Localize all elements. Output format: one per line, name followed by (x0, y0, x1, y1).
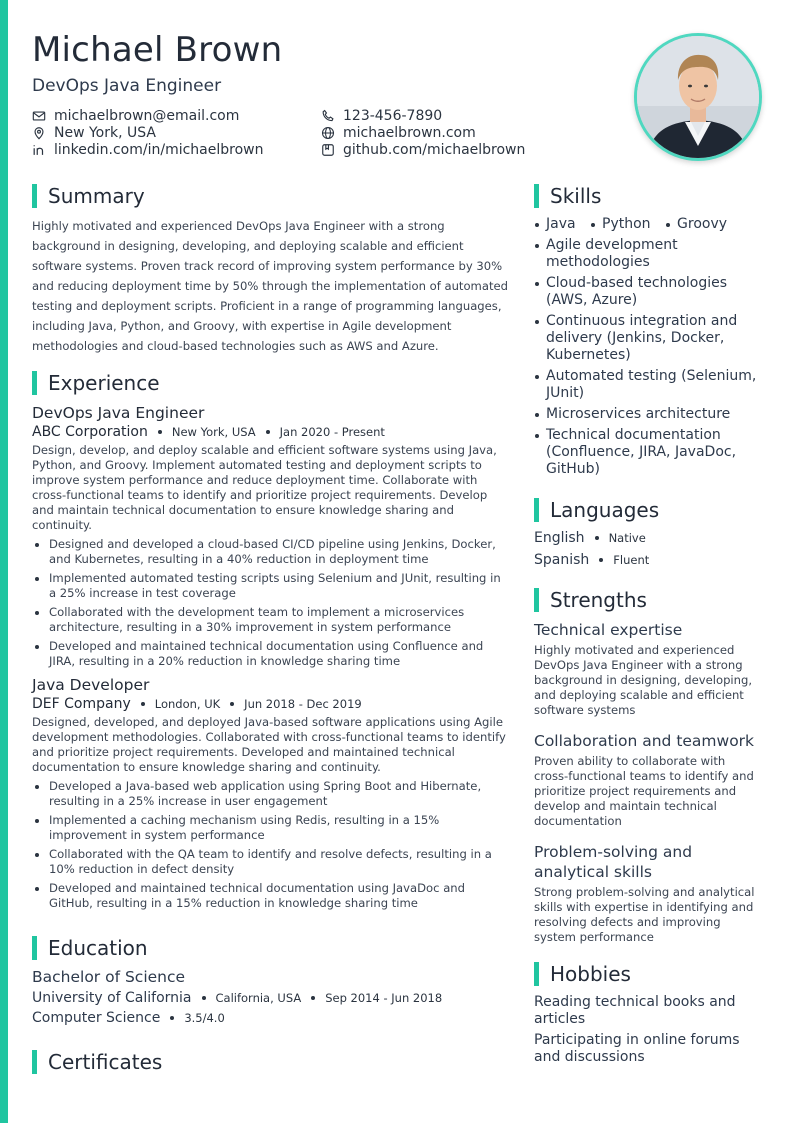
accent-bar (0, 0, 8, 1123)
heading-accent (32, 371, 37, 395)
portrait-image (637, 36, 759, 158)
skills-section (534, 216, 762, 482)
education-heading (32, 936, 148, 960)
job-dates: Jun 2018 - Dec 2019 (244, 697, 362, 711)
location-pin-icon (32, 126, 46, 140)
hobbies-heading-text: Hobbies (550, 962, 631, 986)
heading-accent (534, 498, 539, 522)
edu-location: California, USA (215, 991, 302, 1005)
job-achievements (32, 537, 510, 669)
skill-item: Python (590, 216, 651, 232)
separator-dot (170, 1016, 174, 1020)
hobby-item: Participating in online forums and discussions (534, 1032, 740, 1065)
certificates-heading-text: Certificates (48, 1050, 163, 1074)
skills-list (534, 216, 762, 478)
language-level: Native (608, 531, 646, 545)
experience-heading (32, 371, 160, 395)
strength-entry (534, 842, 762, 945)
job-meta (32, 424, 510, 440)
job-company: ABC Corporation (32, 424, 148, 440)
separator-dot (266, 430, 270, 434)
heading-accent (534, 588, 539, 612)
strength-entry (534, 620, 762, 718)
list-item: Developed and maintained technical documentation using Confluence and JIRA, resulting in a 20% reduction in knowledge sharing time (32, 639, 510, 669)
language-row (534, 552, 762, 568)
hobbies-heading (534, 962, 631, 986)
location-text: New York, USA (54, 125, 156, 141)
skill-item: Agile development methodologies (534, 237, 762, 271)
education-heading-text: Education (48, 936, 148, 960)
phone-text: 123-456-7890 (343, 108, 443, 124)
education-entry (32, 968, 510, 1026)
skill-item: Automated testing (Selenium, JUnit) (534, 368, 762, 402)
job-company: DEF Company (32, 696, 131, 712)
skill-item: Java (534, 216, 576, 232)
separator-dot (595, 536, 599, 540)
profile-photo (634, 33, 762, 161)
edu-field: Computer Science (32, 1010, 161, 1026)
heading-accent (32, 184, 37, 208)
languages-heading-text: Languages (550, 498, 660, 522)
list-item: Implemented automated testing scripts using Selenium and JUnit, resulting in a 25% increase in test coverage (32, 571, 510, 601)
linkedin-icon (32, 143, 46, 157)
resume-page (32, 0, 762, 1123)
list-item (534, 216, 762, 233)
experience-entry (32, 404, 510, 673)
summary-heading-text: Summary (48, 184, 145, 208)
email-text: michaelbrown@email.com (54, 108, 240, 124)
skills-heading (534, 184, 601, 208)
globe-icon (321, 126, 335, 140)
language-name: Spanish (534, 552, 590, 568)
heading-accent (534, 184, 539, 208)
job-role: Java Developer (32, 676, 150, 694)
edu-dates: Sep 2014 - Jun 2018 (325, 991, 443, 1005)
skills-heading-text: Skills (550, 184, 602, 208)
edu-degree: Bachelor of Science (32, 968, 186, 986)
skill-item: Technical documentation (Confluence, JIRA, JavaDoc, GitHub) (534, 427, 762, 478)
languages-section (534, 530, 762, 574)
contact-linkedin[interactable] (32, 142, 263, 158)
job-location: New York, USA (171, 425, 256, 439)
job-dates: Jan 2020 - Present (279, 425, 385, 439)
strength-description: Highly motivated and experienced DevOps Java Engineer with a strong background in designing, developing, and deploying scalable and efficient software systems (534, 643, 753, 717)
experience-heading-text: Experience (48, 371, 160, 395)
edu-school: University of California (32, 990, 192, 1006)
strength-entry (534, 731, 762, 829)
list-item: Collaborated with the development team to implement a microservices architecture, resulting in a 30% improvement in system performance (32, 605, 510, 635)
separator-dot (599, 558, 603, 562)
language-name: English (534, 530, 585, 546)
strength-title: Collaboration and teamwork (534, 732, 755, 750)
github-text: github.com/michaelbrown (343, 142, 526, 158)
certificates-heading (32, 1050, 162, 1074)
linkedin-text: linkedin.com/in/michaelbrown (54, 142, 264, 158)
envelope-icon (32, 109, 46, 123)
list-item: Developed a Java-based web application using Spring Boot and Hibernate, resulting in a 25% increase in user engagement (32, 779, 510, 809)
website-text: michaelbrown.com (343, 125, 476, 141)
list-item: Collaborated with the QA team to identify and resolve defects, resulting in a 10% reduction in defect density (32, 847, 510, 877)
contact-website[interactable] (321, 125, 476, 141)
hobbies-section (534, 994, 762, 1070)
contact-phone[interactable] (321, 108, 442, 124)
strength-description: Strong problem-solving and analytical skills with expertise in identifying and resolving defects and improving system performance (534, 885, 755, 944)
strengths-heading-text: Strengths (550, 588, 647, 612)
list-item: Developed and maintained technical documentation using JavaDoc and GitHub, resulting in a 15% reduction in knowledge sharing time (32, 881, 510, 911)
heading-accent (534, 962, 539, 986)
skill-item: Microservices architecture (534, 406, 762, 423)
separator-dot (202, 996, 206, 1000)
experience-entry (32, 676, 510, 915)
strength-description: Proven ability to collaborate with cross-functional teams to identify and prioritize project requirements and develop and maintain technical documentation (534, 754, 754, 828)
list-item: Implemented a caching mechanism using Redis, resulting in a 15% improvement in system performance (32, 813, 510, 843)
separator-dot (311, 996, 315, 1000)
candidate-title: DevOps Java Engineer (32, 76, 222, 96)
strength-title: Problem-solving and analytical skills (534, 843, 693, 881)
skill-item: Groovy (665, 216, 727, 232)
summary-heading (32, 184, 145, 208)
skill-item: Cloud-based technologies (AWS, Azure) (534, 275, 762, 309)
summary-text: Highly motivated and experienced DevOps Java Engineer with a strong background in designing, developing, and deploying scalable and efficient software systems. Proven track record of improving system performance by 30% and reducing deployment time by 50% through the implementation of automated testing and deployment scripts. Proficient in a range of programming languages, including Java, Python, and Groovy, with expertise in Agile development methodologies and cloud-based technologies such as AWS and Azure. (32, 219, 508, 353)
languages-heading (534, 498, 659, 522)
job-location: London, UK (154, 697, 221, 711)
job-description: Designed, developed, and deployed Java-based software applications using Agile development methodologies. Collaborated with cross-functional teams to identify and prioritize project requirements. Developed and maintained technical documentation to ensure knowledge sharing and continuity. (32, 715, 506, 774)
skill-item: Continuous integration and delivery (Jenkins, Docker, Kubernetes) (534, 313, 762, 364)
language-level: Fluent (613, 553, 650, 567)
contact-email[interactable] (32, 108, 239, 124)
job-description: Design, develop, and deploy scalable and efficient software systems using Java, Python, and Groovy. Implement automated testing and deployment scripts to improve system performance and reduce deployment time. Collaborate with cross-functional teams to identify and prioritize project requirements. Develop and maintain technical documentation to ensure knowledge sharing and continuity. (32, 443, 497, 532)
separator-dot (141, 702, 145, 706)
language-row (534, 530, 762, 546)
hobby-item: Reading technical books and articles (534, 994, 736, 1027)
edu-gpa: 3.5/4.0 (184, 1011, 225, 1025)
separator-dot (158, 430, 162, 434)
edu-school-line (32, 990, 510, 1006)
heading-accent (32, 936, 37, 960)
separator-dot (230, 702, 234, 706)
job-role: DevOps Java Engineer (32, 404, 205, 422)
candidate-name: Michael Brown (32, 30, 283, 70)
job-achievements (32, 779, 510, 911)
list-item: Designed and developed a cloud-based CI/CD pipeline using Jenkins, Docker, and Kubernetes, resulting in a 40% reduction in deployment time (32, 537, 510, 567)
phone-icon (321, 109, 335, 123)
contact-github[interactable] (321, 142, 525, 158)
contact-location (32, 125, 156, 141)
github-icon (321, 143, 335, 157)
strengths-heading (534, 588, 647, 612)
heading-accent (32, 1050, 37, 1074)
edu-field-line (32, 1010, 510, 1026)
job-meta (32, 696, 510, 712)
strength-title: Technical expertise (534, 621, 683, 639)
